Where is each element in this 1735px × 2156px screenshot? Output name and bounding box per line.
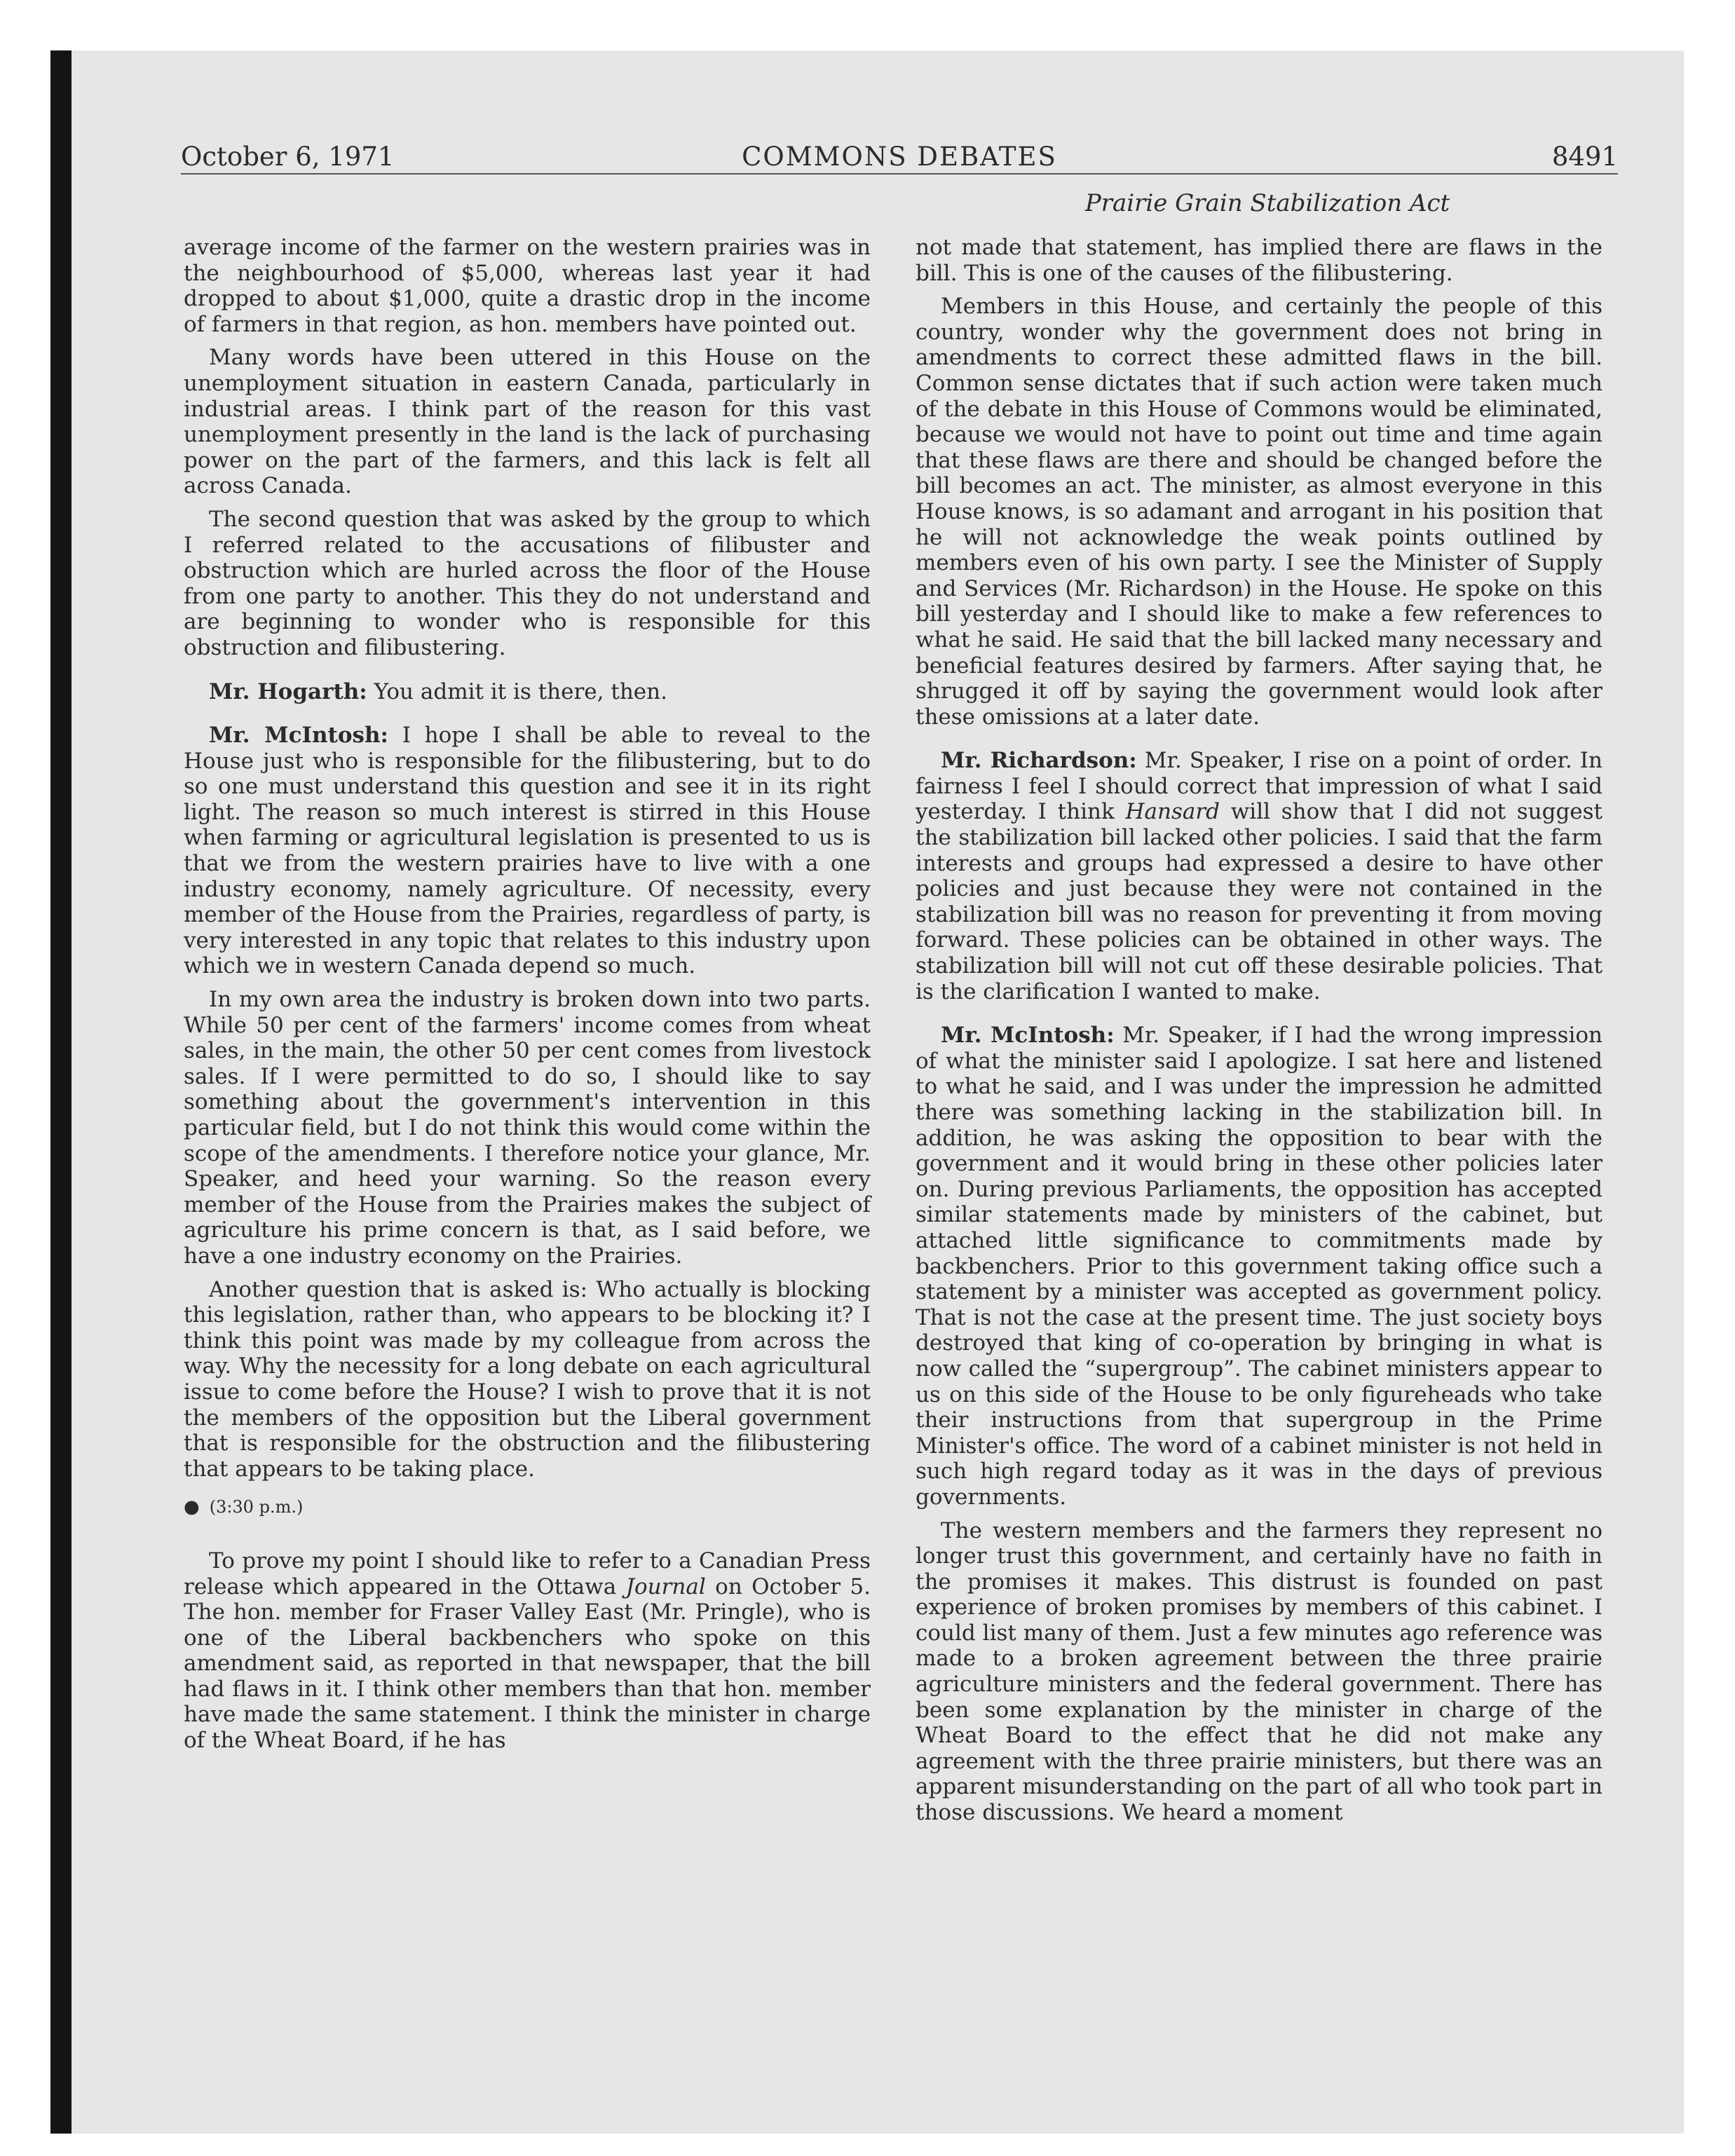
header-rule bbox=[181, 173, 1618, 175]
page-number: 8491 bbox=[1551, 142, 1618, 172]
text-run: To prove my point I should like to refer to a Canadian Press release which appeared in the Ottawa bbox=[184, 1548, 871, 1599]
speech-text: Mr. Speaker, if I had the wrong impression of what the minister said I apologize. I sat here and listened to what he said, and I was under the impression he admitted there was something lacking in the stabilization bill. In addition, he was asking the opposition to bear with the government and it would bring in these other policies later on. During previous Parliaments, the opposition has accepted similar statements made by ministers of the cabinet, but attached little significance to commitments made by backbenchers. Prior to this government taking office such a statement by a minister was accepted as government policy. That is not the case at the present time. The just society boys destroyed that king of co-operation by bringing in what is now called the “supergroup”. The cabinet ministers appear to us on this side of the House to be only figureheads who take their instructions from that supergroup in the Prime Minister's office. The word of a cabinet minister is not held in such high regard today as it was in the days of previous governments. bbox=[916, 1023, 1603, 1510]
speech-text: You admit it is there, then. bbox=[374, 678, 667, 704]
paragraph: average income of the farmer on the western prairies was in the neighbourhood of $5,000, whereas last year it had dropped to about $1,000, quite a drastic drop in the income of farmers in that region, as hon. members have pointed out. bbox=[184, 235, 871, 337]
time-text: (3:30 p.m.) bbox=[209, 1497, 304, 1517]
speech bbox=[916, 748, 1603, 1004]
left-column bbox=[184, 235, 871, 1761]
paragraph: In my own area the industry is broken down into two parts. While 50 per cent of the farmers' income comes from wheat sales, in the main, the other 50 per cent comes from livestock sales. If I were permitted to do so, I should like to say something about the government's intervention in this particular field, but I do not think this would come within the scope of the amendments. I therefore notice your glance, Mr. Speaker, and heed your warning. So the reason every member of the House from the Prairies makes the subject of agriculture his prime concern is that, as I said before, we have a one industry economy on the Prairies. bbox=[184, 987, 871, 1269]
text-run: Mr. Speaker, I rise on a point of order. In fairness I feel I should correct that impression of what I said yesterday. I think bbox=[916, 748, 1603, 825]
paragraph: Members in this House, and certainly the people of this country, wonder why the government does not bring in amendments to correct these admitted flaws in the bill. Common sense dictates that if such action were taken much of the debate in this House of Commons would be eliminated, because we would not have to point out time and time again that these flaws are there and should be changed before the bill becomes an act. The minister, as almost everyone in this House knows, is so adamant and arrogant in his position that he will not acknowledge the weak points outlined by members even of his own party. I see the Minister of Supply and Services (Mr. Richardson) in the House. He spoke on this bill yesterday and I should like to make a few references to what he said. He said that the bill lacked many necessary and beneficial features desired by farmers. After saying that, he shrugged it off by saying the government would look after these omissions at a later date. bbox=[916, 294, 1603, 730]
speaker-name: Mr. Hogarth: bbox=[209, 678, 367, 704]
italic-title: Journal bbox=[625, 1574, 706, 1599]
paragraph: not made that statement, has implied there are flaws in the bill. This is one of the causes of the filibustering. bbox=[916, 235, 1603, 286]
header-title: COMMONS DEBATES bbox=[742, 142, 1057, 172]
italic-title: Hansard bbox=[1125, 799, 1220, 825]
paragraph: Another question that is asked is: Who actually is blocking this legislation, rather than, who appears to be blocking it? I think this point was made by my colleague from across the way. Why the necessity for a long debate on each agricultural issue to come before the House? I wish to prove that it is not the members of the opposition but the Liberal government that is responsible for the obstruction and the filibustering that appears to be taking place. bbox=[184, 1276, 871, 1482]
page-header bbox=[181, 140, 1618, 174]
binding-edge bbox=[50, 50, 72, 2134]
bullet-icon: ● bbox=[184, 1496, 200, 1518]
header-date: October 6, 1971 bbox=[181, 142, 395, 172]
text-run: will show that I did not suggest the stabilization bill lacked other policies. I said that the farm interests and groups had expressed a desire to have other policies and just because they were not contained in the stabilization bill was no reason for preventing it from moving forward. These policies can be obtained in other ways. The stabilization bill will not cut off these desirable policies. That is the clarification I wanted to make. bbox=[916, 799, 1603, 1004]
time-marker bbox=[184, 1494, 871, 1520]
text-run: on October 5. The hon. member for Fraser Valley East (Mr. Pringle), who is one of the Liberal backbenchers who spoke on this amendment said, as reported in that newspaper, that the bill had flaws in it. I think other members than that hon. member have made the same statement. I think the minister in charge of the Wheat Board, if he has bbox=[184, 1574, 871, 1754]
running-head: Prairie Grain Stabilization Act bbox=[1084, 189, 1450, 217]
speech bbox=[916, 1023, 1603, 1510]
speech bbox=[184, 723, 871, 979]
speaker-name: Mr. McIntosh: bbox=[209, 723, 388, 749]
speech bbox=[184, 679, 871, 705]
speaker-name: Mr. McIntosh: bbox=[941, 1023, 1115, 1049]
speech-text: I hope I shall be able to reveal to the House just who is responsible for the filibustering, but to do so one must understand this question and see it in its right light. The reason so much interest is stirred in this House when farming or agricultural legislation is presented to us is that we from the western prairies have to live with a one industry economy, namely agriculture. Of necessity, every member of the House from the Prairies, regardless of party, is very interested in any topic that relates to this industry upon which we in western Canada depend so much. bbox=[184, 723, 871, 979]
speaker-name: Mr. Richardson: bbox=[941, 748, 1137, 774]
paragraph: The western members and the farmers they represent no longer trust this government, and certainly have no faith in the promises it makes. This distrust is founded on past experience of broken promises by members of this cabinet. I could list many of them. Just a few minutes ago reference was made to a broken agreement between the three prairie agriculture ministers and the federal government. There has been some explanation by the minister in charge of the Wheat Board to the effect that he did not make any agreement with the three prairie ministers, but there was an apparent misunderstanding on the part of all who took part in those discussions. We heard a moment bbox=[916, 1517, 1603, 1826]
right-column bbox=[916, 235, 1603, 1834]
paragraph bbox=[184, 1548, 871, 1754]
paragraph: Many words have been uttered in this House on the unemployment situation in eastern Canada, particularly in industrial areas. I think part of the reason for this vast unemployment presently in the land is the lack of purchasing power on the part of the farmers, and this lack is felt all across Canada. bbox=[184, 345, 871, 499]
paragraph: The second question that was asked by the group to which I referred related to the accusations of filibuster and obstruction which are hurled across the floor of the House from one party to another. This they do not understand and are beginning to wonder who is responsible for this obstruction and filibustering. bbox=[184, 506, 871, 660]
